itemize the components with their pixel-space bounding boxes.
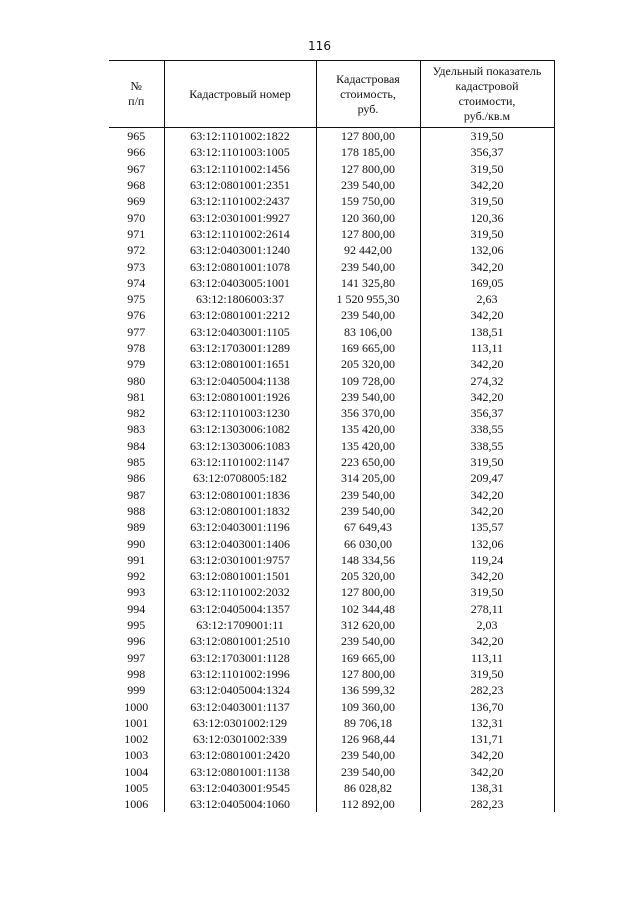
specific-indicator-cell: 120,36	[420, 209, 554, 225]
specific-indicator-cell: 119,24	[420, 552, 554, 568]
row-number-cell: 1001	[109, 715, 164, 731]
row-number-cell: 979	[109, 356, 164, 372]
specific-indicator-cell: 342,20	[420, 389, 554, 405]
cadastral-number-cell: 63:12:0301001:9927	[164, 209, 316, 225]
specific-indicator-cell: 278,11	[420, 601, 554, 617]
table-row	[109, 226, 554, 242]
cadastral-number-cell: 63:12:0708005:182	[164, 470, 316, 486]
table-row	[109, 698, 554, 714]
cadastral-number-cell: 63:12:1703001:1128	[164, 650, 316, 666]
header-specific-indicator-line-4: руб./кв.м	[463, 109, 511, 123]
table-row	[109, 633, 554, 649]
cadastral-number-cell: 63:12:1709001:11	[164, 617, 316, 633]
specific-indicator-cell: 319,50	[420, 128, 554, 145]
table-row	[109, 340, 554, 356]
table-body	[109, 128, 554, 813]
specific-indicator-cell: 319,50	[420, 454, 554, 470]
cadastral-value-cell: 127 800,00	[316, 666, 420, 682]
row-number-cell: 992	[109, 568, 164, 584]
specific-indicator-cell: 319,50	[420, 584, 554, 600]
cadastral-number-cell: 63:12:0403001:1105	[164, 324, 316, 340]
cadastral-number-cell: 63:12:0801001:1832	[164, 503, 316, 519]
cadastral-value-cell: 109 728,00	[316, 372, 420, 388]
table-row	[109, 731, 554, 747]
cadastral-value-cell: 89 706,18	[316, 715, 420, 731]
specific-indicator-cell: 338,55	[420, 421, 554, 437]
cadastral-value-cell: 86 028,82	[316, 780, 420, 796]
row-number-cell: 985	[109, 454, 164, 470]
specific-indicator-cell: 342,20	[420, 307, 554, 323]
cadastral-value-cell: 66 030,00	[316, 535, 420, 551]
row-number-cell: 984	[109, 438, 164, 454]
cadastral-value-cell: 239 540,00	[316, 389, 420, 405]
cadastral-value-cell: 141 325,80	[316, 275, 420, 291]
header-num	[109, 61, 164, 128]
table-row	[109, 519, 554, 535]
cadastral-value-cell: 239 540,00	[316, 747, 420, 763]
table-row	[109, 682, 554, 698]
table-row	[109, 796, 554, 812]
row-number-cell: 990	[109, 535, 164, 551]
cadastral-value-cell: 92 442,00	[316, 242, 420, 258]
row-number-cell: 981	[109, 389, 164, 405]
table-row	[109, 764, 554, 780]
header-cadastral-number-text: Кадастровый номер	[189, 86, 291, 101]
table-row	[109, 193, 554, 209]
specific-indicator-cell: 319,50	[420, 666, 554, 682]
specific-indicator-cell: 342,20	[420, 764, 554, 780]
row-number-cell: 1002	[109, 731, 164, 747]
row-number-cell: 1003	[109, 747, 164, 763]
row-number-cell: 971	[109, 226, 164, 242]
cadastral-number-cell: 63:12:0403001:1137	[164, 698, 316, 714]
cadastral-value-cell: 239 540,00	[316, 258, 420, 274]
specific-indicator-cell: 274,32	[420, 372, 554, 388]
row-number-cell: 999	[109, 682, 164, 698]
specific-indicator-cell: 132,06	[420, 535, 554, 551]
cadastral-number-cell: 63:12:1101002:1822	[164, 128, 316, 145]
header-specific-indicator-line-2: кадастровой	[455, 79, 519, 93]
header-num-line-1: №	[130, 79, 142, 93]
cadastral-number-cell: 63:12:1101003:1005	[164, 144, 316, 160]
page-number: 116	[308, 39, 331, 53]
cadastral-value-cell: 159 750,00	[316, 193, 420, 209]
row-number-cell: 980	[109, 372, 164, 388]
specific-indicator-cell: 136,70	[420, 698, 554, 714]
row-number-cell: 994	[109, 601, 164, 617]
row-number-cell: 967	[109, 161, 164, 177]
row-number-cell: 975	[109, 291, 164, 307]
row-number-cell: 976	[109, 307, 164, 323]
table-row	[109, 242, 554, 258]
cadastral-number-cell: 63:12:0801001:2420	[164, 747, 316, 763]
table-row	[109, 568, 554, 584]
header-cadastral-value	[316, 61, 420, 128]
table-row	[109, 438, 554, 454]
table-row	[109, 144, 554, 160]
cadastral-number-cell: 63:12:0801001:2212	[164, 307, 316, 323]
table-row	[109, 405, 554, 421]
cadastral-number-cell: 63:12:0403001:1240	[164, 242, 316, 258]
row-number-cell: 991	[109, 552, 164, 568]
cadastral-number-cell: 63:12:0801001:1926	[164, 389, 316, 405]
cadastral-number-cell: 63:12:0801001:2510	[164, 633, 316, 649]
cadastral-value-cell: 67 649,43	[316, 519, 420, 535]
table-row	[109, 715, 554, 731]
row-number-cell: 1000	[109, 698, 164, 714]
cadastral-value-cell: 312 620,00	[316, 617, 420, 633]
table-row	[109, 209, 554, 225]
specific-indicator-cell: 138,31	[420, 780, 554, 796]
specific-indicator-cell: 319,50	[420, 161, 554, 177]
table-row	[109, 601, 554, 617]
table-row	[109, 291, 554, 307]
cadastral-number-cell: 63:12:0801001:1836	[164, 487, 316, 503]
table-row	[109, 470, 554, 486]
table-header	[109, 61, 554, 128]
table-row	[109, 666, 554, 682]
cadastral-number-cell: 63:12:1303006:1082	[164, 421, 316, 437]
specific-indicator-cell: 2,63	[420, 291, 554, 307]
cadastral-value-cell: 239 540,00	[316, 487, 420, 503]
cadastral-number-cell: 63:12:1101002:2437	[164, 193, 316, 209]
cadastral-value-cell: 112 892,00	[316, 796, 420, 812]
table-row	[109, 258, 554, 274]
row-number-cell: 986	[109, 470, 164, 486]
cadastral-value-cell: 120 360,00	[316, 209, 420, 225]
row-number-cell: 993	[109, 584, 164, 600]
table-row	[109, 487, 554, 503]
row-number-cell: 973	[109, 258, 164, 274]
row-number-cell: 968	[109, 177, 164, 193]
table-row	[109, 780, 554, 796]
cadastral-number-cell: 63:12:0801001:2351	[164, 177, 316, 193]
header-cadastral-number	[164, 61, 316, 128]
cadastral-value-cell: 239 540,00	[316, 307, 420, 323]
cadastral-number-cell: 63:12:1303006:1083	[164, 438, 316, 454]
header-cadastral-value-line-3: руб.	[357, 101, 379, 116]
row-number-cell: 978	[109, 340, 164, 356]
table-row	[109, 535, 554, 551]
cadastral-number-cell: 63:12:0301001:9757	[164, 552, 316, 568]
specific-indicator-cell: 131,71	[420, 731, 554, 747]
cadastral-table	[109, 60, 555, 812]
specific-indicator-cell: 132,06	[420, 242, 554, 258]
cadastral-number-cell: 63:12:1101003:1230	[164, 405, 316, 421]
row-number-cell: 996	[109, 633, 164, 649]
cadastral-value-cell: 109 360,00	[316, 698, 420, 714]
row-number-cell: 982	[109, 405, 164, 421]
row-number-cell: 974	[109, 275, 164, 291]
specific-indicator-cell: 319,50	[420, 193, 554, 209]
specific-indicator-cell: 169,05	[420, 275, 554, 291]
specific-indicator-cell: 342,20	[420, 356, 554, 372]
cadastral-value-cell: 223 650,00	[316, 454, 420, 470]
table-row	[109, 307, 554, 323]
specific-indicator-cell: 209,47	[420, 470, 554, 486]
row-number-cell: 998	[109, 666, 164, 682]
table-row	[109, 389, 554, 405]
specific-indicator-cell: 2,03	[420, 617, 554, 633]
cadastral-value-cell: 239 540,00	[316, 633, 420, 649]
table-row	[109, 275, 554, 291]
table-row	[109, 454, 554, 470]
table-row	[109, 372, 554, 388]
cadastral-value-cell: 83 106,00	[316, 324, 420, 340]
specific-indicator-cell: 342,20	[420, 633, 554, 649]
table-row	[109, 177, 554, 193]
table-row	[109, 324, 554, 340]
cadastral-number-cell: 63:12:1101002:2032	[164, 584, 316, 600]
header-specific-indicator-line-1: Удельный показатель	[432, 64, 542, 78]
cadastral-value-cell: 1 520 955,30	[316, 291, 420, 307]
row-number-cell: 1006	[109, 796, 164, 812]
cadastral-number-cell: 63:12:0301002:339	[164, 731, 316, 747]
cadastral-value-cell: 127 800,00	[316, 226, 420, 242]
specific-indicator-cell: 342,20	[420, 503, 554, 519]
cadastral-value-cell: 314 205,00	[316, 470, 420, 486]
cadastral-value-cell: 239 540,00	[316, 764, 420, 780]
row-number-cell: 970	[109, 209, 164, 225]
cadastral-value-cell: 205 320,00	[316, 568, 420, 584]
cadastral-value-cell: 126 968,44	[316, 731, 420, 747]
cadastral-value-cell: 205 320,00	[316, 356, 420, 372]
table-row	[109, 747, 554, 763]
row-number-cell: 972	[109, 242, 164, 258]
cadastral-number-cell: 63:12:0403005:1001	[164, 275, 316, 291]
specific-indicator-cell: 138,51	[420, 324, 554, 340]
specific-indicator-cell: 342,20	[420, 568, 554, 584]
cadastral-number-cell: 63:12:0405004:1324	[164, 682, 316, 698]
cadastral-number-cell: 63:12:0801001:1078	[164, 258, 316, 274]
header-specific-indicator	[420, 61, 554, 128]
cadastral-value-cell: 148 334,56	[316, 552, 420, 568]
cadastral-number-cell: 63:12:1101002:1456	[164, 161, 316, 177]
row-number-cell: 988	[109, 503, 164, 519]
row-number-cell: 997	[109, 650, 164, 666]
table-row	[109, 617, 554, 633]
row-number-cell: 989	[109, 519, 164, 535]
cadastral-number-cell: 63:12:0801001:1138	[164, 764, 316, 780]
cadastral-number-cell: 63:12:0801001:1501	[164, 568, 316, 584]
cadastral-value-cell: 127 800,00	[316, 161, 420, 177]
cadastral-value-cell: 169 665,00	[316, 650, 420, 666]
cadastral-number-cell: 63:12:1101002:1147	[164, 454, 316, 470]
specific-indicator-cell: 113,11	[420, 650, 554, 666]
specific-indicator-cell: 135,57	[420, 519, 554, 535]
specific-indicator-cell: 113,11	[420, 340, 554, 356]
specific-indicator-cell: 356,37	[420, 144, 554, 160]
cadastral-value-cell: 169 665,00	[316, 340, 420, 356]
table-row	[109, 503, 554, 519]
cadastral-number-cell: 63:12:0801001:1651	[164, 356, 316, 372]
cadastral-value-cell: 102 344,48	[316, 601, 420, 617]
specific-indicator-cell: 342,20	[420, 177, 554, 193]
specific-indicator-cell: 338,55	[420, 438, 554, 454]
cadastral-number-cell: 63:12:0405004:1357	[164, 601, 316, 617]
specific-indicator-cell: 342,20	[420, 747, 554, 763]
specific-indicator-cell: 132,31	[420, 715, 554, 731]
row-number-cell: 977	[109, 324, 164, 340]
header-specific-indicator-line-3: стоимости,	[458, 94, 516, 108]
row-number-cell: 966	[109, 144, 164, 160]
cadastral-number-cell: 63:12:0405004:1060	[164, 796, 316, 812]
row-number-cell: 987	[109, 487, 164, 503]
cadastral-value-cell: 127 800,00	[316, 128, 420, 145]
header-cadastral-value-line-2: стоимость,	[340, 86, 396, 101]
cadastral-value-cell: 239 540,00	[316, 177, 420, 193]
cadastral-number-cell: 63:12:1101002:1996	[164, 666, 316, 682]
table-row	[109, 356, 554, 372]
specific-indicator-cell: 342,20	[420, 258, 554, 274]
cadastral-number-cell: 63:12:0403001:1196	[164, 519, 316, 535]
cadastral-value-cell: 178 185,00	[316, 144, 420, 160]
specific-indicator-cell: 282,23	[420, 796, 554, 812]
cadastral-number-cell: 63:12:1101002:2614	[164, 226, 316, 242]
table-row	[109, 128, 554, 145]
cadastral-value-cell: 356 370,00	[316, 405, 420, 421]
cadastral-number-cell: 63:12:0405004:1138	[164, 372, 316, 388]
cadastral-number-cell: 63:12:0301002:129	[164, 715, 316, 731]
cadastral-number-cell: 63:12:1806003:37	[164, 291, 316, 307]
row-number-cell: 969	[109, 193, 164, 209]
cadastral-number-cell: 63:12:1703001:1289	[164, 340, 316, 356]
cadastral-value-cell: 127 800,00	[316, 584, 420, 600]
cadastral-number-cell: 63:12:0403001:1406	[164, 535, 316, 551]
table-row	[109, 421, 554, 437]
cadastral-value-cell: 136 599,32	[316, 682, 420, 698]
cadastral-number-cell: 63:12:0403001:9545	[164, 780, 316, 796]
table-row	[109, 584, 554, 600]
row-number-cell: 1004	[109, 764, 164, 780]
specific-indicator-cell: 319,50	[420, 226, 554, 242]
table-row	[109, 650, 554, 666]
table-row	[109, 552, 554, 568]
specific-indicator-cell: 282,23	[420, 682, 554, 698]
header-num-line-2: п/п	[128, 94, 145, 108]
cadastral-value-cell: 135 420,00	[316, 421, 420, 437]
specific-indicator-cell: 356,37	[420, 405, 554, 421]
row-number-cell: 1005	[109, 780, 164, 796]
table-row	[109, 161, 554, 177]
row-number-cell: 983	[109, 421, 164, 437]
cadastral-value-cell: 135 420,00	[316, 438, 420, 454]
row-number-cell: 995	[109, 617, 164, 633]
row-number-cell: 965	[109, 128, 164, 145]
cadastral-value-cell: 239 540,00	[316, 503, 420, 519]
specific-indicator-cell: 342,20	[420, 487, 554, 503]
header-cadastral-value-line-1: Кадастровая	[336, 71, 400, 86]
